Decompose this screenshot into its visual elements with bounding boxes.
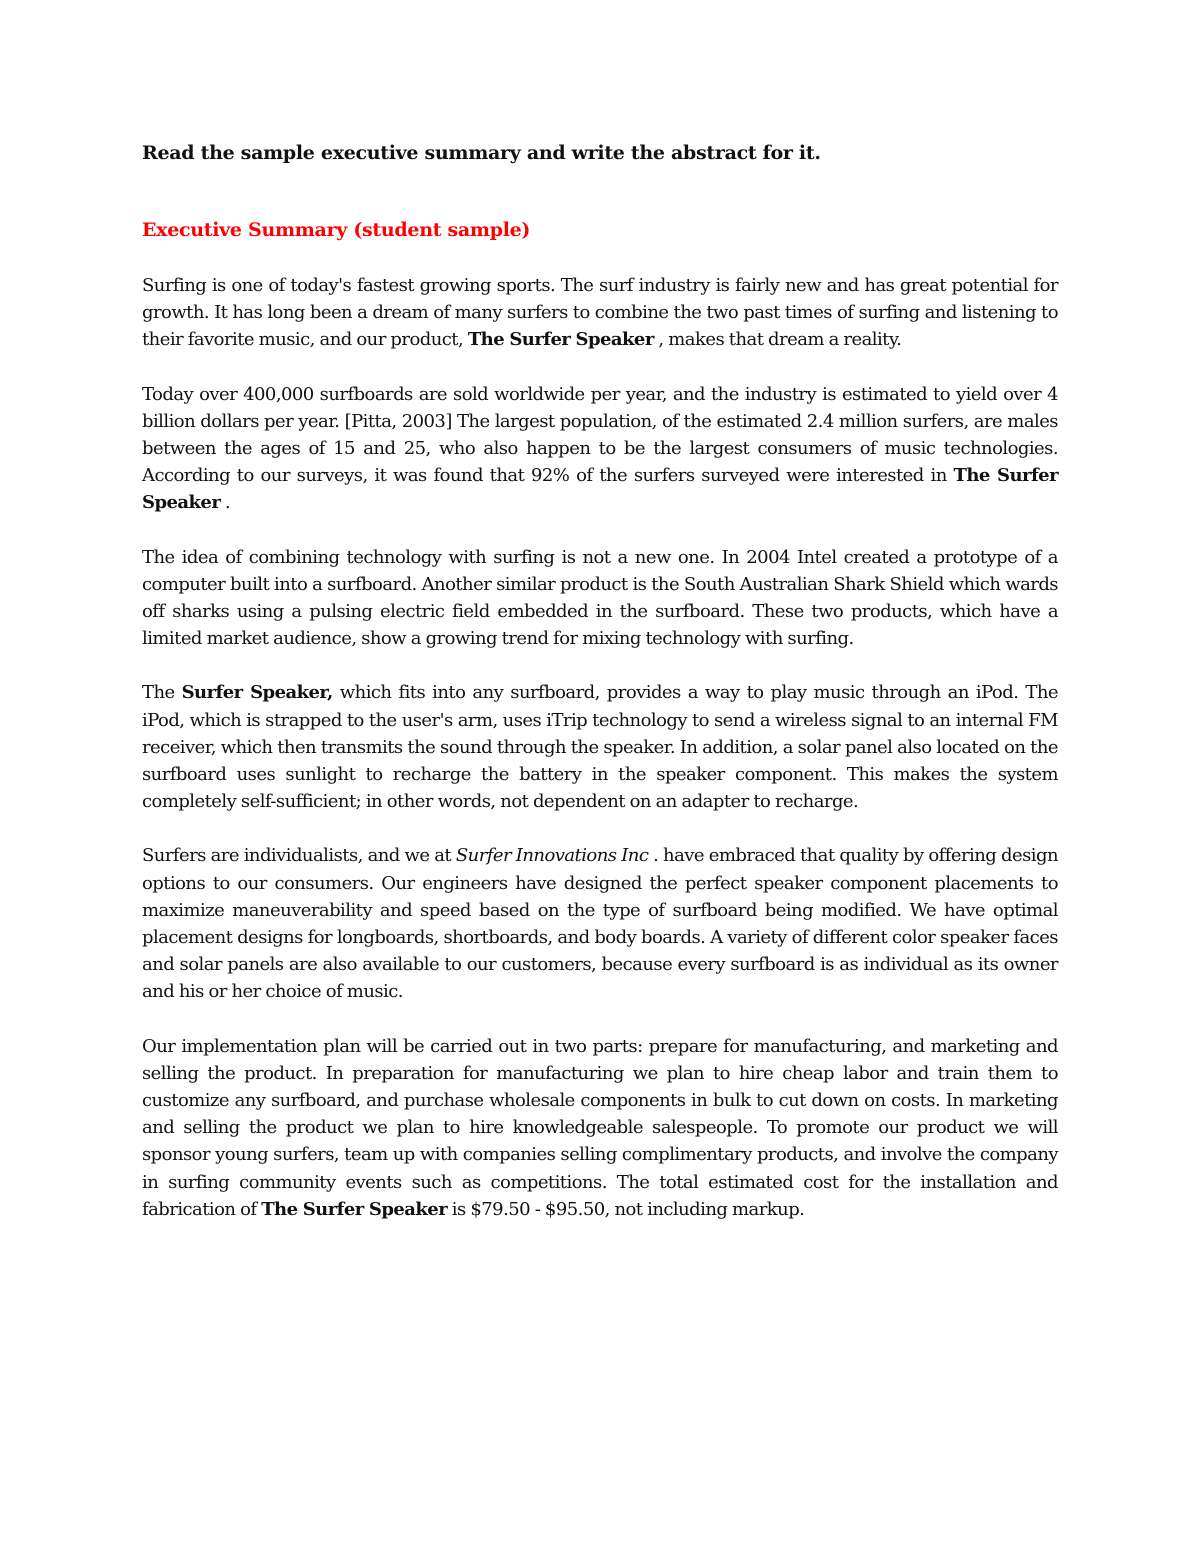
paragraph-text: Today over 400,000 surfboards are sold worldwide per year, and the industry is estimated to yield over 4 billion dollars per year. [Pitta, 2003] The largest population, of the estimated 2.4 million surfers, are males between the ages of 15 and 25, who also happen to be the largest consumers of music technologies. According to our surveys, it was found that 92% of the surfers surveyed were interested in (142, 383, 1058, 487)
paragraph-text: . (220, 492, 231, 514)
product-name: Surfer Speaker, (181, 682, 333, 704)
paragraph-product (142, 679, 1058, 815)
paragraph-background (142, 544, 1058, 653)
paragraph-design (142, 842, 1058, 1005)
paragraph-text: which fits into any surfboard, provides a way to play music through an iPod. The iPod, which is strapped to the user's arm, uses iTrip technology to send a wireless signal to an internal FM receiver, which then transmits the sound through the speaker. In addition, a solar panel also located on the surfboard uses sunlight to recharge the battery in the speaker component. This makes the system completely self-sufficient; in other words, not dependent on an adapter to recharge. (142, 682, 1058, 813)
product-name: The Surfer Speaker (142, 465, 1059, 514)
instruction-heading: Read the sample executive summary and write the abstract for it. (142, 142, 821, 164)
paragraph-text: is $79.50 - $95.50, not including markup. (447, 1198, 805, 1220)
paragraph-text: Surfers are individualists, and we at (142, 845, 456, 867)
section-title: Executive Summary (student sample) (142, 219, 531, 241)
paragraph-implementation (142, 1033, 1058, 1223)
paragraph-text: , makes that dream a reality. (653, 329, 902, 351)
product-name: The Surfer Speaker (467, 329, 654, 351)
paragraph-text: Our implementation plan will be carried out in two parts: prepare for manufacturing, and marketing and selling the product. In preparation for manufacturing we plan to hire cheap labor and train them to customize any surfboard, and purchase wholesale components in bulk to cut down on costs. In marketing and selling the product we plan to hire knowledgeable salespeople. To promote our product we will sponsor young surfers, team up with companies selling complimentary products, and involve the company in surfing community events such as competitions. The total estimated cost for the installation and fabrication of (142, 1035, 1058, 1220)
document-page (142, 140, 1058, 1250)
paragraph-market (142, 381, 1058, 517)
product-name: The Surfer Speaker (261, 1198, 448, 1220)
paragraph-intro (142, 272, 1058, 354)
paragraph-text: Surfing is one of today's fastest growing sports. The surf industry is fairly new and has great potential for growth. It has long been a dream of many surfers to combine the two past times of surfing and listening to their favorite music, and our product, (142, 275, 1058, 351)
paragraph-text: The (142, 682, 182, 704)
company-name: Surfer Innovations Inc (455, 845, 649, 867)
paragraph-text: The idea of combining technology with surfing is not a new one. In 2004 Intel created a prototype of a computer built into a surfboard. Another similar product is the South Australian Shark Shield which wards off sharks using a pulsing electric field embedded in the surfboard. These two products, which have a limited market audience, show a growing trend for mixing technology with surfing. (142, 546, 1058, 650)
paragraph-text: . have embraced that quality by offering design options to our consumers. Our engineers have designed the perfect speaker component placements to maximize maneuverability and speed based on the type of surfboard being modified. We have optimal placement designs for longboards, shortboards, and body boards. A variety of different color speaker faces and solar panels are also available to our customers, because every surfboard is as individual as its owner and his or her choice of music. (142, 845, 1058, 1003)
